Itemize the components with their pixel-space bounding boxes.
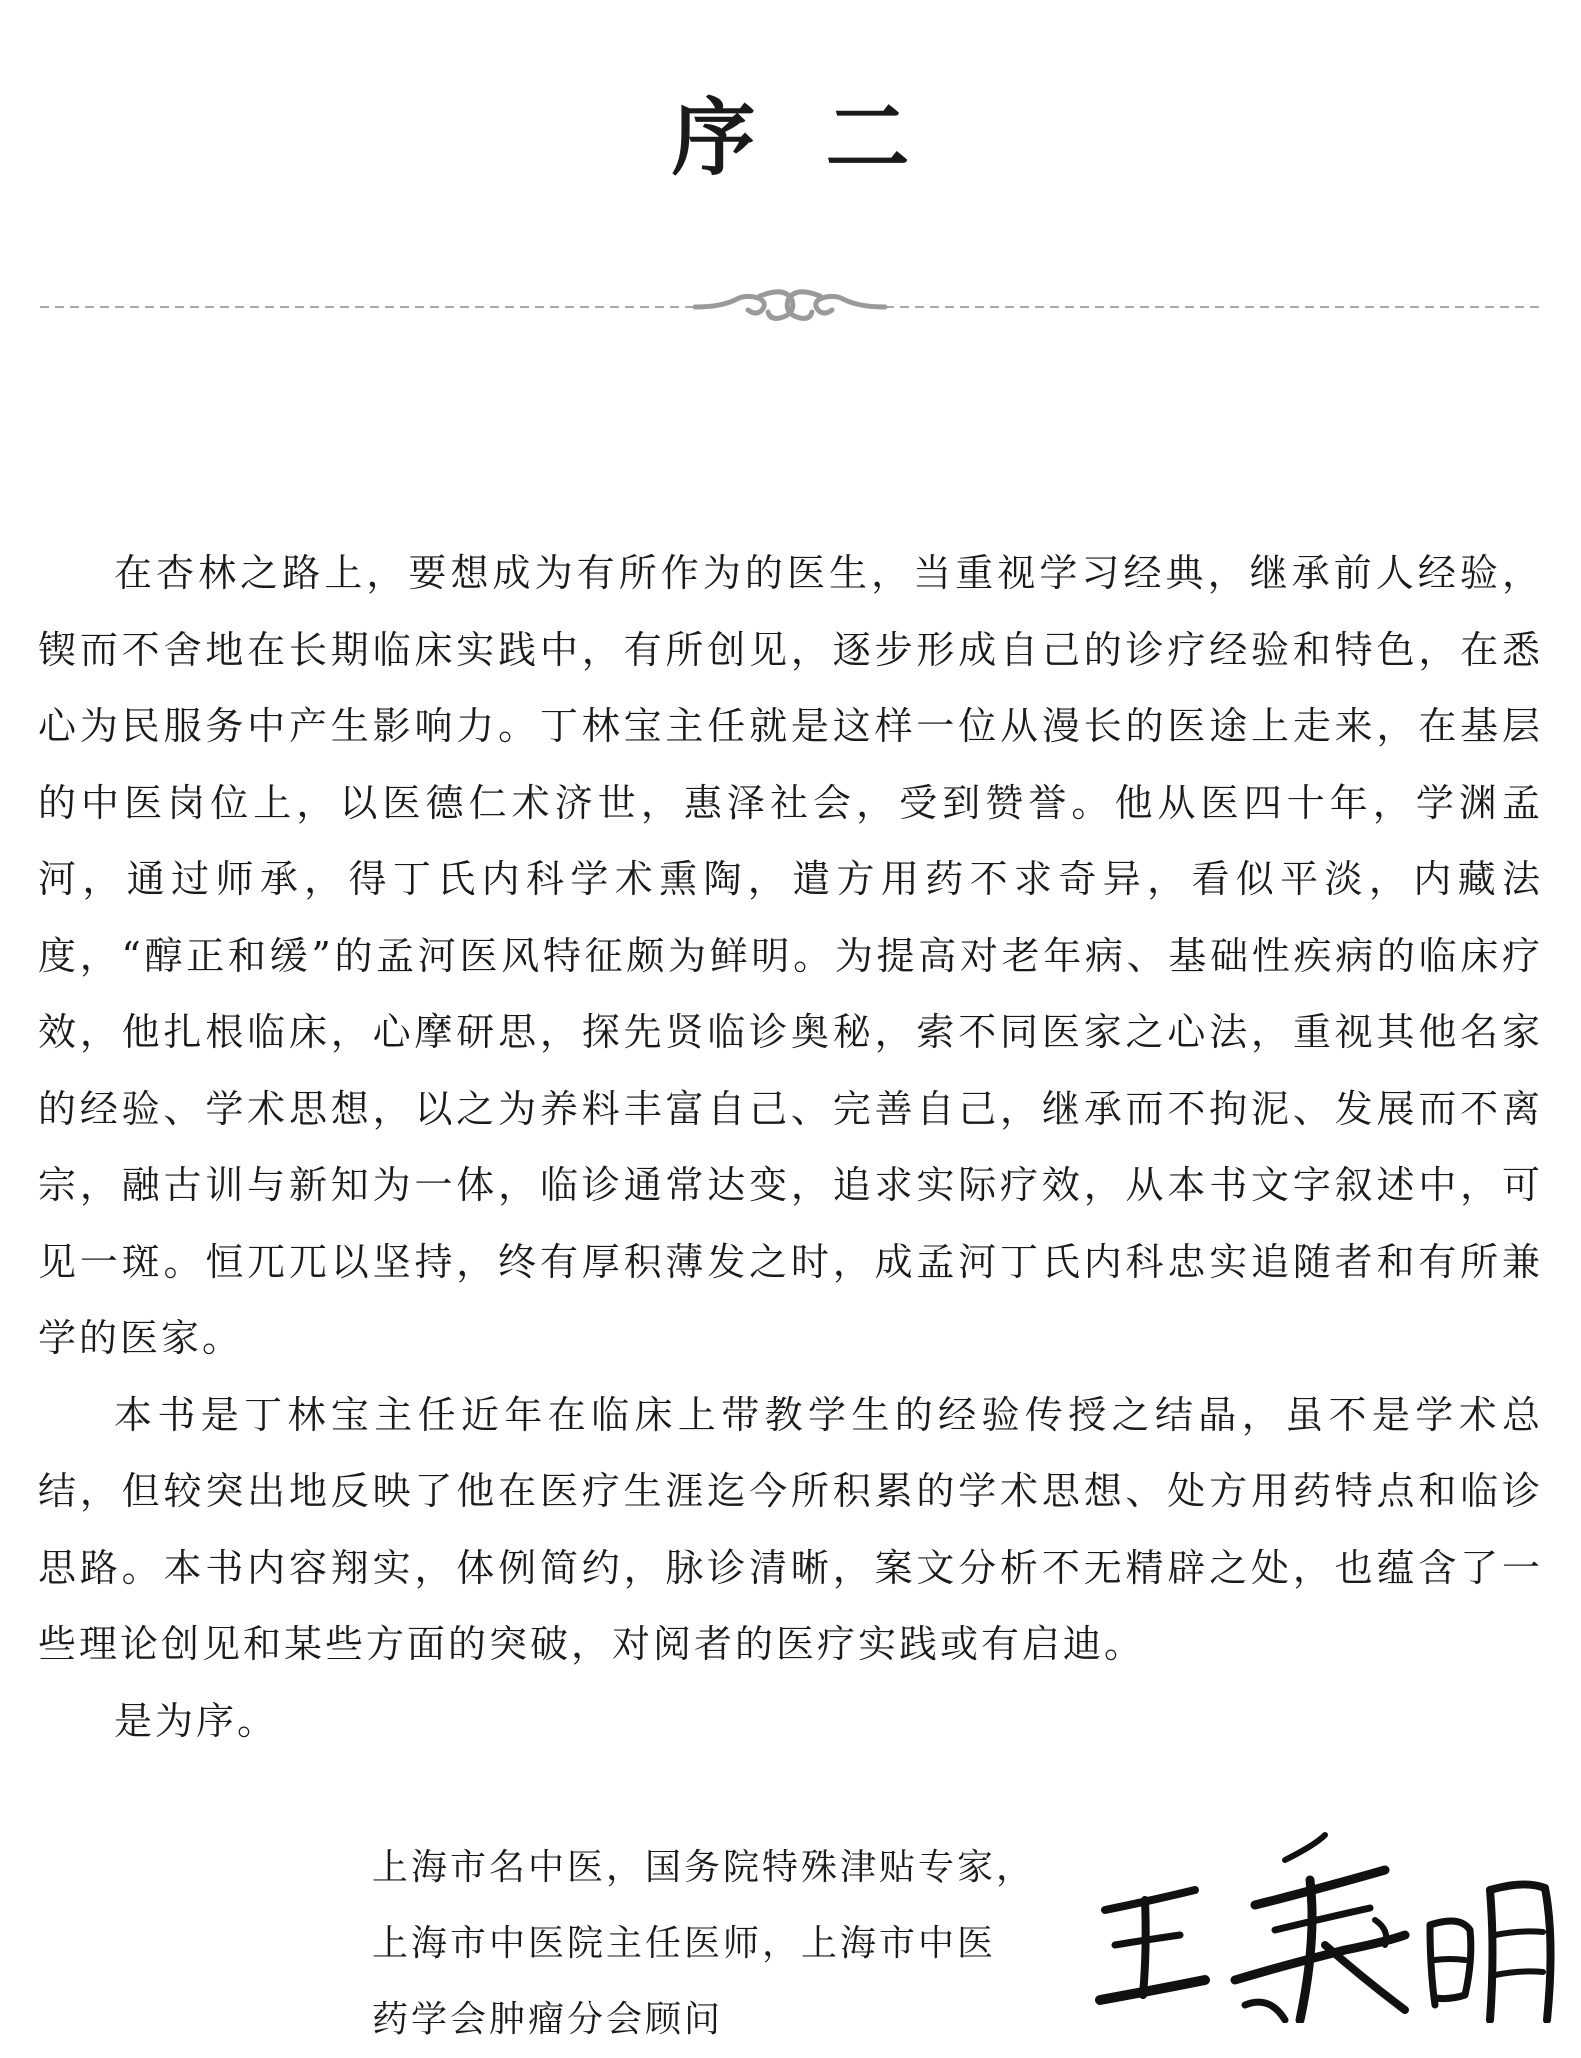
handwritten-signature (1085, 1830, 1565, 2023)
paragraph-2: 本书是丁林宝主任近年在临床上带教学生的经验传授之结晶，虽不是学术总结，但较突出地反映了他在医疗生涯迄今所积累的学术思想、处方用药特点和临诊思路。本书内容翔实，体例简约，脉诊清晰，案文分析不无精辟之处，也蕴含了一些理论创见和某些方面的突破，对阅者的医疗实践或有启迪。 (38, 1392, 1543, 1666)
paragraph-1: 在杏林之路上，要想成为有所作为的医生，当重视学习经典，继承前人经验，锲而不舍地在长期临床实践中，有所创见，逐步形成自己的诊疗经验和特色，在悉心为民服务中产生影响力。丁林宝主任就是这样一位从漫长的医途上走来，在基层的中医岗位上，以医德仁术济世，惠泽社会，受到赞誉。他从医四十年，学渊孟河，通过师承，得丁氏内科学术熏陶，遣方用药不求奇异，看似平淡，内藏法度，“醇正和缓”的孟河医风特征颇为鲜明。为提高对老年病、基础性疾病的临床疗效，他扎根临床，心摩研思，探先贤临诊奥秘，索不同医家之心法，重视其他名家的经验、学术思想，以之为养料丰富自己、完善自己，继承而不拘泥、发展而不离宗，融古训与新知为一体，临诊通常达变，追求实际疗效，从本书文字叙述中，可见一斑。恒兀兀以坚持，终有厚积薄发之时，成孟河丁氏内科忠实追随者和有所兼学的医家。 (38, 551, 1543, 1360)
body-text (38, 535, 1543, 1759)
cloud-scroll-icon (695, 292, 885, 319)
credential-line-1: 上海市名中医，国务院特殊津贴专家， (372, 1847, 1036, 1888)
author-credentials (372, 1830, 1092, 2058)
ornamental-divider (40, 282, 1540, 332)
credential-line-2: 上海市中医院主任医师，上海市中医 (372, 1923, 997, 1964)
credential-line-3: 药学会肿瘤分会顾问 (372, 1999, 724, 2040)
paragraph-3: 是为序。 (114, 1698, 279, 1743)
page-title: 序二 (671, 88, 980, 187)
